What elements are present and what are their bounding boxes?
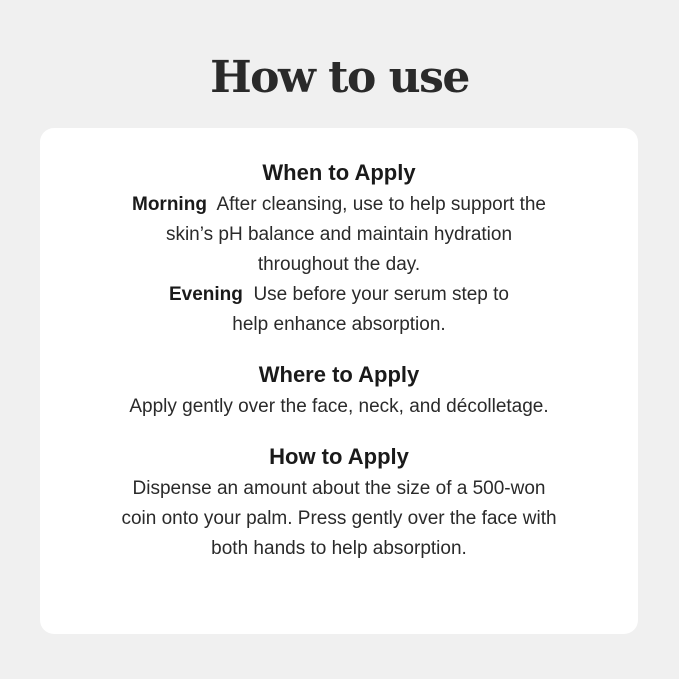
page-title: How to use [210,52,469,103]
when-to-apply-heading: When to Apply [262,160,416,185]
morning-instruction [40,190,638,280]
morning-line-2: skin’s pH balance and maintain hydration [165,224,513,245]
how-line-3: both hands to help absorption. [211,538,467,559]
where-to-apply-text [40,392,638,422]
how-line-2: coin onto your palm. Press gently over the face with [121,508,557,529]
how-to-apply-section [40,440,638,564]
instructions-card [40,128,638,634]
when-to-apply-section [40,156,638,340]
morning-line-1: After cleansing, use to help support the [216,194,546,215]
morning-label: Morning [132,194,207,215]
where-to-apply-heading: Where to Apply [258,362,420,387]
evening-line-1: Use before your serum step to [253,284,510,305]
where-to-apply-section [40,358,638,422]
how-to-apply-text [40,474,638,564]
where-line-1: Apply gently over the face, neck, and décolletage. [129,396,549,417]
evening-label: Evening [168,284,243,305]
instructions-content [40,156,638,582]
morning-line-3: throughout the day. [257,254,421,275]
evening-line-2: help enhance absorption. [232,314,446,335]
evening-instruction [40,280,638,340]
how-to-apply-heading: How to Apply [269,444,409,469]
how-line-1: Dispense an amount about the size of a 500-won [132,478,546,499]
